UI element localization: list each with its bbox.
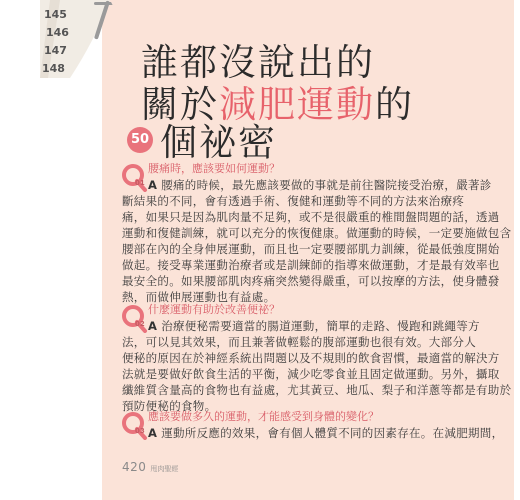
question-q-icon xyxy=(122,410,148,440)
book-title: 甩肉聖經 xyxy=(150,465,179,473)
tape-measure-fork-illustration xyxy=(40,0,150,80)
answer-label: A xyxy=(148,426,158,440)
title-line-1: 誰都沒說出的 xyxy=(141,41,375,84)
answer-line: 便秘的原因在於神經系統出問題以及不規則的飲食習慣，最適當的解決方 xyxy=(122,351,500,365)
answer-line xyxy=(148,319,480,334)
answer-line: 法，可以見其效果，而且兼著做輕鬆的腹部運動也很有效。大部分人 xyxy=(122,335,476,349)
answer-line xyxy=(148,426,503,441)
tape-number: 148 xyxy=(42,62,65,75)
answer-line: 痛，如果只是因為肌肉量不足夠，或不是很嚴重的椎間盤問題的話，透過 xyxy=(122,210,500,224)
answer-text: 治療便秘需要適當的腸道運動，簡單的走路、慢跑和跳繩等方 xyxy=(161,319,480,333)
answer-line: 運動和復健訓練，就可以充分的恢復健康。做運動的時候，一定要施做包含 xyxy=(122,226,512,240)
title-line-2-pre: 關於 xyxy=(141,83,219,126)
answer-line xyxy=(148,178,492,193)
answer-label: A xyxy=(148,319,158,333)
number-badge: 50 xyxy=(127,127,153,153)
question-q-icon xyxy=(122,162,148,192)
question-number: 03 xyxy=(135,427,145,435)
question-text: 應該要做多久的運動，才能感受到身體的變化？ xyxy=(148,410,379,423)
tape-number: 146 xyxy=(46,26,69,39)
answer-line: 最安全的。如果腰部肌肉疼痛突然變得嚴重，可以按摩的方法，使身體發 xyxy=(122,274,500,288)
question-number: 02 xyxy=(135,320,145,328)
answer-line: 纖維質含量高的食物也有益處，尤其黃豆、地瓜、梨子和洋蔥等都是有助於 xyxy=(122,383,512,397)
title-line-2-post: 的 xyxy=(375,83,414,126)
title-accent: 減肥運動 xyxy=(219,83,375,126)
answer-text: 腰痛的時候，最先應該要做的事就是前往醫院接受治療，嚴著診 xyxy=(161,178,492,192)
answer-line: 熱，而做伸展運動也有益處。 xyxy=(122,290,276,304)
page-footer xyxy=(122,456,178,475)
answer-line: 斷結果的不同，會有透過手術、復健和運動等不同的方法來治療疼 xyxy=(122,194,465,208)
tape-number: 145 xyxy=(44,8,67,21)
answer-line: 腰部在內的全身伸展運動，而且也一定要腰部肌力訓練，從最低強度開始 xyxy=(122,242,500,256)
question-number: 01 xyxy=(135,179,145,187)
answer-text: 運動所反應的效果，會有個人體質不同的因素存在。在減肥期間， xyxy=(161,426,504,440)
question-text: 腰痛時，應該要如何運動？ xyxy=(148,162,280,175)
title-line-2 xyxy=(141,84,414,126)
answer-line: 預防便秘的食物。 xyxy=(122,399,217,413)
answer-label: A xyxy=(148,178,158,192)
answer-line: 做起。接受專業運動治療者或是訓練師的指導來做運動，才是最有效率也 xyxy=(122,258,500,272)
title-line-3: 個祕密 xyxy=(160,121,277,164)
question-q-icon xyxy=(122,303,148,333)
question-text: 什麼運動有助於改善便祕？ xyxy=(148,303,280,316)
page-number: 420 xyxy=(122,460,147,474)
tape-number: 147 xyxy=(44,44,67,57)
answer-line: 法就是要做好飲食生活的平衡，減少吃零食並且固定做運動。另外，攝取 xyxy=(122,367,500,381)
